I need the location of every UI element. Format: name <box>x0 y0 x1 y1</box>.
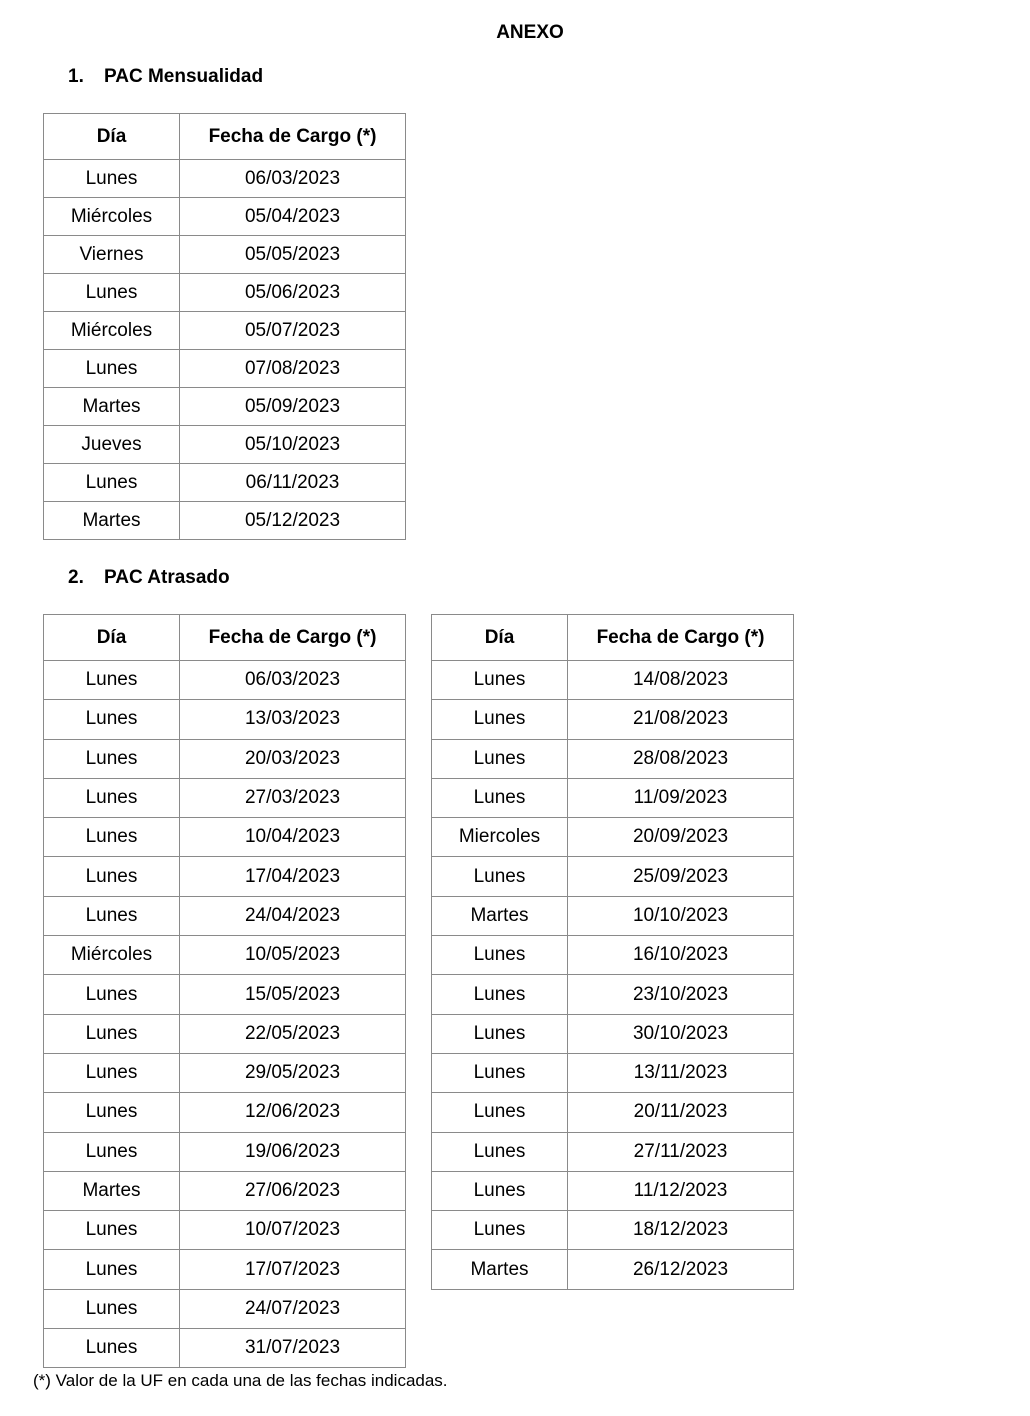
cell-day: Lunes <box>44 160 180 198</box>
table-row <box>44 236 406 274</box>
cell-day: Lunes <box>432 778 568 817</box>
table-row <box>44 700 406 739</box>
cell-day: Lunes <box>44 1289 180 1328</box>
table-row <box>44 661 406 700</box>
cell-date: 15/05/2023 <box>180 975 406 1014</box>
cell-date: 23/10/2023 <box>568 975 794 1014</box>
cell-date: 05/12/2023 <box>180 502 406 540</box>
cell-day: Martes <box>44 1171 180 1210</box>
cell-date: 05/10/2023 <box>180 426 406 464</box>
column-header-day: Día <box>432 615 568 661</box>
cell-date: 14/08/2023 <box>568 661 794 700</box>
cell-day: Lunes <box>44 1014 180 1053</box>
table-row <box>432 1014 794 1053</box>
column-header-day: Día <box>44 615 180 661</box>
table-row <box>44 739 406 778</box>
table-row <box>44 198 406 236</box>
cell-day: Lunes <box>44 1132 180 1171</box>
section-heading-pac-atrasado <box>68 566 230 590</box>
cell-day: Lunes <box>44 1093 180 1132</box>
table-row <box>432 818 794 857</box>
cell-day: Lunes <box>432 936 568 975</box>
table-row <box>44 1093 406 1132</box>
table-row <box>44 1171 406 1210</box>
section-title: PAC Atrasado <box>104 567 230 588</box>
table-row <box>432 1171 794 1210</box>
page-title: ANEXO <box>496 22 564 43</box>
cell-day: Lunes <box>432 857 568 896</box>
column-header-date: Fecha de Cargo (*) <box>568 615 794 661</box>
cell-date: 06/03/2023 <box>180 661 406 700</box>
cell-day: Martes <box>432 1250 568 1289</box>
cell-date: 06/11/2023 <box>180 464 406 502</box>
section-title: PAC Mensualidad <box>104 66 264 87</box>
cell-date: 05/04/2023 <box>180 198 406 236</box>
cell-day: Lunes <box>44 274 180 312</box>
cell-day: Martes <box>44 388 180 426</box>
table-row <box>432 1132 794 1171</box>
cell-day: Lunes <box>432 1171 568 1210</box>
cell-day: Miercoles <box>432 818 568 857</box>
table-row <box>432 896 794 935</box>
cell-day: Lunes <box>432 1211 568 1250</box>
cell-day: Lunes <box>432 661 568 700</box>
footnote: (*) Valor de la UF en cada una de las fechas indicadas. <box>33 1371 448 1390</box>
cell-date: 10/05/2023 <box>180 936 406 975</box>
table-row <box>432 1211 794 1250</box>
cell-date: 25/09/2023 <box>568 857 794 896</box>
cell-day: Miércoles <box>44 198 180 236</box>
table-row <box>44 857 406 896</box>
table-row <box>44 1289 406 1328</box>
cell-date: 27/03/2023 <box>180 778 406 817</box>
cell-date: 17/04/2023 <box>180 857 406 896</box>
cell-date: 13/11/2023 <box>568 1053 794 1092</box>
table-body <box>44 160 406 540</box>
cell-date: 20/03/2023 <box>180 739 406 778</box>
cell-date: 26/12/2023 <box>568 1250 794 1289</box>
cell-date: 05/07/2023 <box>180 312 406 350</box>
cell-day: Lunes <box>44 1211 180 1250</box>
cell-date: 22/05/2023 <box>180 1014 406 1053</box>
table-row <box>432 778 794 817</box>
cell-date: 10/07/2023 <box>180 1211 406 1250</box>
table-row <box>432 1093 794 1132</box>
table-pac-atrasado-right <box>431 614 794 1290</box>
cell-day: Jueves <box>44 426 180 464</box>
table-row <box>432 975 794 1014</box>
table-row <box>432 936 794 975</box>
column-header-day: Día <box>44 114 180 160</box>
table-body <box>432 661 794 1290</box>
table-row <box>432 857 794 896</box>
cell-date: 05/09/2023 <box>180 388 406 426</box>
table-row <box>44 274 406 312</box>
cell-day: Lunes <box>44 464 180 502</box>
section-number: 1. <box>68 66 84 87</box>
cell-date: 24/04/2023 <box>180 896 406 935</box>
cell-day: Lunes <box>44 739 180 778</box>
table-body <box>44 661 406 1368</box>
cell-day: Lunes <box>44 818 180 857</box>
cell-day: Lunes <box>432 739 568 778</box>
table-row <box>432 739 794 778</box>
table-header-row <box>44 114 406 160</box>
cell-day: Lunes <box>432 1132 568 1171</box>
table-row <box>44 1053 406 1092</box>
cell-day: Lunes <box>432 1014 568 1053</box>
table-row <box>44 464 406 502</box>
cell-day: Lunes <box>432 1053 568 1092</box>
table-row <box>44 1014 406 1053</box>
table-row <box>44 1329 406 1368</box>
cell-date: 17/07/2023 <box>180 1250 406 1289</box>
cell-day: Martes <box>44 502 180 540</box>
cell-date: 13/03/2023 <box>180 700 406 739</box>
table-row <box>44 502 406 540</box>
table-row <box>44 426 406 464</box>
table-row <box>44 1132 406 1171</box>
section-number: 2. <box>68 567 84 588</box>
table-row <box>432 1053 794 1092</box>
cell-day: Lunes <box>44 778 180 817</box>
cell-day: Lunes <box>44 700 180 739</box>
cell-date: 27/06/2023 <box>180 1171 406 1210</box>
cell-day: Lunes <box>44 1053 180 1092</box>
cell-date: 30/10/2023 <box>568 1014 794 1053</box>
cell-day: Miércoles <box>44 312 180 350</box>
cell-day: Lunes <box>44 857 180 896</box>
cell-date: 16/10/2023 <box>568 936 794 975</box>
table-pac-mensualidad <box>43 113 406 540</box>
cell-date: 24/07/2023 <box>180 1289 406 1328</box>
cell-date: 27/11/2023 <box>568 1132 794 1171</box>
cell-date: 06/03/2023 <box>180 160 406 198</box>
cell-day: Lunes <box>432 975 568 1014</box>
column-header-date: Fecha de Cargo (*) <box>180 615 406 661</box>
table-row <box>44 388 406 426</box>
table-row <box>44 896 406 935</box>
cell-date: 05/05/2023 <box>180 236 406 274</box>
cell-date: 05/06/2023 <box>180 274 406 312</box>
section-heading-pac-mensualidad <box>68 65 263 89</box>
cell-date: 10/10/2023 <box>568 896 794 935</box>
cell-date: 20/09/2023 <box>568 818 794 857</box>
table-row <box>44 818 406 857</box>
cell-date: 28/08/2023 <box>568 739 794 778</box>
cell-date: 11/09/2023 <box>568 778 794 817</box>
cell-day: Lunes <box>432 700 568 739</box>
table-row <box>44 1250 406 1289</box>
table-row <box>44 1211 406 1250</box>
cell-date: 21/08/2023 <box>568 700 794 739</box>
cell-date: 20/11/2023 <box>568 1093 794 1132</box>
cell-day: Lunes <box>44 1329 180 1368</box>
cell-day: Viernes <box>44 236 180 274</box>
cell-date: 19/06/2023 <box>180 1132 406 1171</box>
cell-date: 12/06/2023 <box>180 1093 406 1132</box>
table-row <box>44 312 406 350</box>
table-row <box>44 350 406 388</box>
table-row <box>44 778 406 817</box>
table-row <box>432 1250 794 1289</box>
table-row <box>44 160 406 198</box>
cell-date: 31/07/2023 <box>180 1329 406 1368</box>
table-row <box>432 700 794 739</box>
cell-day: Martes <box>432 896 568 935</box>
cell-day: Lunes <box>432 1093 568 1132</box>
table-header-row <box>44 615 406 661</box>
cell-day: Miércoles <box>44 936 180 975</box>
cell-day: Lunes <box>44 975 180 1014</box>
column-header-date: Fecha de Cargo (*) <box>180 114 406 160</box>
table-header-row <box>432 615 794 661</box>
table-row <box>44 936 406 975</box>
cell-day: Lunes <box>44 1250 180 1289</box>
cell-day: Lunes <box>44 661 180 700</box>
cell-date: 11/12/2023 <box>568 1171 794 1210</box>
cell-day: Lunes <box>44 896 180 935</box>
cell-date: 18/12/2023 <box>568 1211 794 1250</box>
table-row <box>432 661 794 700</box>
table-row <box>44 975 406 1014</box>
table-pac-atrasado-left <box>43 614 406 1368</box>
cell-date: 10/04/2023 <box>180 818 406 857</box>
cell-date: 07/08/2023 <box>180 350 406 388</box>
cell-date: 29/05/2023 <box>180 1053 406 1092</box>
cell-day: Lunes <box>44 350 180 388</box>
